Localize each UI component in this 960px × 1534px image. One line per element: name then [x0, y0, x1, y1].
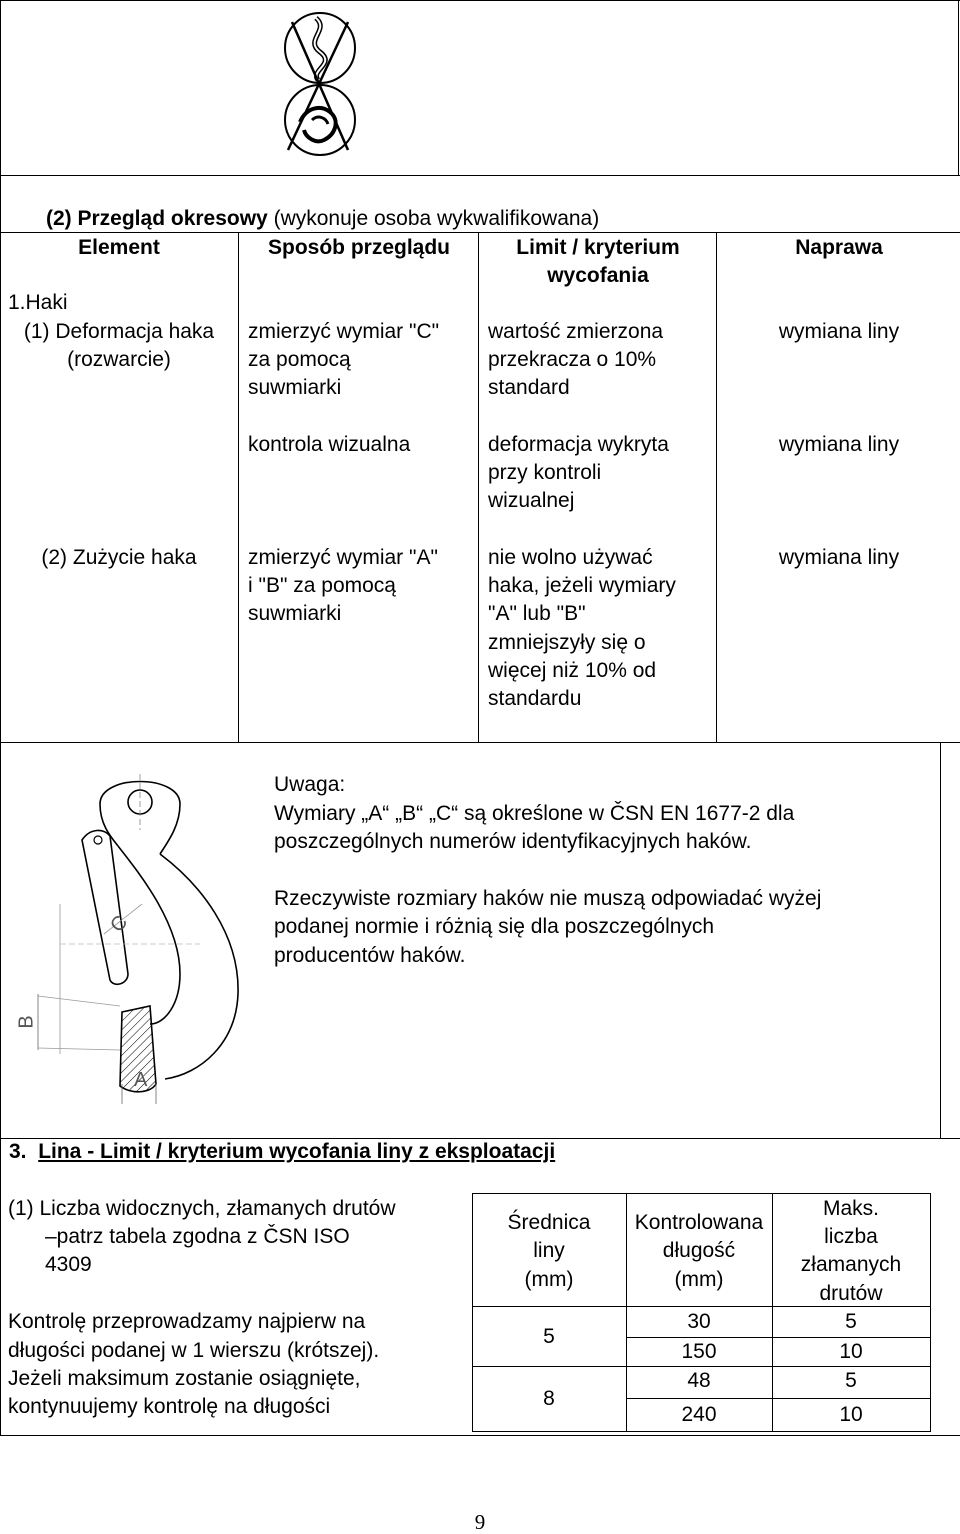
- note-title: Uwaga:: [274, 773, 346, 796]
- t-h-length-1: Kontrolowana: [634, 1211, 764, 1234]
- frame-left: [0, 0, 1, 1436]
- row1-method-1: zmierzyć wymiar "C": [248, 320, 440, 343]
- row3-limit-1: nie wolno używać: [488, 546, 653, 569]
- row1-method-3: suwmiarki: [248, 376, 342, 399]
- section-heading-rest: (wykonuje osoba wykwalifikowana): [267, 207, 600, 230]
- row1-repair: wymiana liny: [778, 320, 900, 343]
- t-h-length-3: (mm): [674, 1268, 724, 1291]
- row2-limit-3: wizualnej: [488, 489, 575, 512]
- col-header-repair: Naprawa: [795, 236, 883, 259]
- t-bottom: [472, 1431, 930, 1432]
- note-right-border: [940, 742, 941, 1138]
- section-heading: [46, 205, 599, 233]
- t-h-diameter-2: liny: [533, 1239, 565, 1262]
- row3-limit-6: standardu: [488, 687, 582, 710]
- t-h-max-1: Maks.: [822, 1197, 879, 1220]
- t-r1-max-1: 5: [845, 1310, 857, 1333]
- divider-2: [0, 742, 960, 743]
- note-p1-line2: poszczególnych numerów identyfikacyjnych haków.: [274, 830, 752, 853]
- t-r1-max-2: 10: [839, 1340, 863, 1363]
- group-title: 1.Haki: [8, 291, 68, 314]
- t-h-length-2: długość: [662, 1239, 736, 1262]
- row1-element-1: (1) Deformacja haka: [23, 320, 215, 343]
- row1-limit-2: przekracza o 10%: [488, 348, 657, 371]
- note-p2-line3: producentów haków.: [274, 944, 466, 967]
- t-h-diameter-1: Średnica: [507, 1211, 591, 1234]
- row2-method-1: kontrola wizualna: [248, 433, 411, 456]
- row2-limit-2: przy kontroli: [488, 461, 602, 484]
- row3-method-2: i "B" za pomocą: [248, 574, 396, 597]
- note-p2-line2: podanej normie i różnią się dla poszczególnych: [274, 915, 715, 938]
- t-r1-diameter: 5: [543, 1325, 555, 1348]
- row1-element-2: (rozwarcie): [67, 348, 171, 371]
- section-heading-bold: (2) Przegląd okresowy: [46, 207, 268, 230]
- row3-element-1: (2) Zużycie haka: [41, 546, 197, 569]
- frame-bottom: [0, 1435, 960, 1436]
- row3-limit-5: więcej niż 10% od: [488, 659, 657, 682]
- col-line-3: [716, 232, 717, 742]
- t-r2-length-2: 240: [681, 1403, 717, 1426]
- t-r1-length-2: 150: [681, 1340, 717, 1363]
- col-header-limit-1: Limit / kryterium: [516, 236, 680, 259]
- row3-limit-3: "A" lub "B": [488, 602, 586, 625]
- s3-p1-line1: (1) Liczba widocznych, złamanych drutów: [8, 1197, 396, 1220]
- s3-p1-line3: 4309: [45, 1253, 92, 1276]
- col-header-limit-2: wycofania: [547, 264, 649, 287]
- row2-repair: wymiana liny: [778, 433, 900, 456]
- t-h-max-2: liczba: [824, 1225, 878, 1248]
- t-h-max-3: złamanych: [800, 1253, 902, 1276]
- t-r2-length-1: 48: [687, 1369, 711, 1392]
- hook-label-b: B: [15, 1015, 38, 1029]
- hook-label-a: A: [134, 1069, 148, 1091]
- t-r2-max-2: 10: [839, 1403, 863, 1426]
- section3-number: 3.: [9, 1140, 27, 1163]
- s3-p2-line2: długości podanej w 1 wierszu (krótszej).: [8, 1339, 380, 1362]
- row3-method-3: suwmiarki: [248, 602, 342, 625]
- row1-limit-1: wartość zmierzona: [488, 320, 664, 343]
- col-line-1: [238, 232, 239, 742]
- section3-heading: [9, 1138, 555, 1166]
- s3-p2-line1: Kontrolę przeprowadzamy najpierw na: [8, 1310, 366, 1333]
- hook-label-c: C: [106, 911, 133, 937]
- col-header-element: Element: [78, 236, 160, 259]
- s3-p1-line2: –patrz tabela zgodna z ČSN ISO: [45, 1225, 350, 1248]
- divider-1: [0, 175, 960, 176]
- t-h-diameter-3: (mm): [524, 1268, 574, 1291]
- t-h-max-4: drutów: [819, 1282, 883, 1305]
- crossed-rope-icon: [0, 0, 960, 175]
- page-number: 9: [474, 1510, 486, 1534]
- section3-title: Lina - Limit / kryterium wycofania liny z eksploatacji: [38, 1140, 556, 1163]
- row3-method-1: zmierzyć wymiar "A": [248, 546, 438, 569]
- t-mid-3: [626, 1398, 930, 1399]
- row3-limit-2: haka, jeżeli wymiary: [488, 574, 676, 597]
- col-header-method: Sposób przeglądu: [267, 236, 450, 259]
- note-p2-line1: Rzeczywiste rozmiary haków nie muszą odpowiadać wyżej: [274, 887, 822, 910]
- t-col-3: [930, 1193, 931, 1432]
- t-r2-diameter: 8: [543, 1387, 555, 1410]
- row2-limit-1: deformacja wykryta: [488, 433, 669, 456]
- s3-p2-line3: Jeżeli maksimum zostanie osiągnięte,: [8, 1367, 361, 1390]
- s3-p2-line4: kontynuujemy kontrolę na długości: [8, 1395, 331, 1418]
- row1-method-2: za pomocą: [248, 348, 351, 371]
- t-r1-length-1: 30: [687, 1310, 711, 1333]
- row1-limit-3: standard: [488, 376, 570, 399]
- row3-repair: wymiana liny: [778, 546, 900, 569]
- col-line-2: [478, 232, 479, 742]
- note-p1-line1: Wymiary „A“ „B“ „C“ są określone w ČSN EN 1677-2 dla: [274, 802, 795, 825]
- t-r2-max-1: 5: [845, 1369, 857, 1392]
- row3-limit-4: zmniejszyły się o: [488, 631, 646, 654]
- hook-diagram: [0, 744, 260, 1134]
- t-top: [472, 1193, 930, 1194]
